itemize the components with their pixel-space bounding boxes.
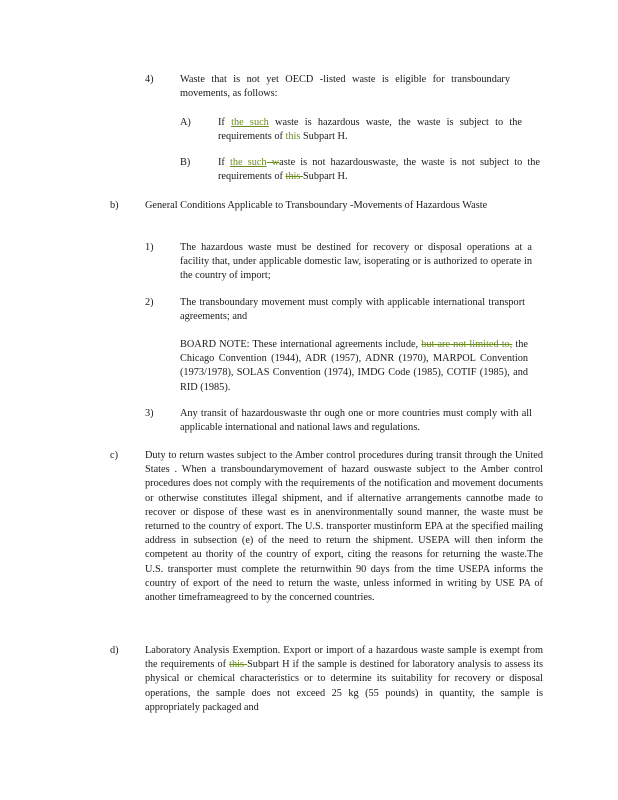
deleted-text: this xyxy=(229,659,248,671)
section-b-item-2-text: The transboundary movement must comply with applicable international transport agreements; and xyxy=(180,297,525,323)
section-d-label: d) xyxy=(110,645,119,656)
deleted-text: w xyxy=(266,157,280,168)
section-b-item-1-text: The hazardous waste must be destined for recovery or disposal operations at a facility that, under applicable domestic law, isoperating or is authorized to operate in the country of import; xyxy=(180,242,532,282)
section-b-label: b) xyxy=(110,200,119,211)
item-4-a-label: A) xyxy=(180,117,191,128)
section-b-item-3-text: Any transit of hazardouswaste thr ough one or more countries must comply with all applicable international and national laws and regulations. xyxy=(180,408,532,434)
section-d-text: Laboratory Analysis Exemption. Export or import of a hazardous waste sample is exempt from the requirements of this Subpart H if the sample is destined for laboratory analysis to assess its physical or chemical characteristics or to determine its suitability for recovery or disposal operations, the sample does not exceed 25 kg (55 pounds) in quantity, the sample is appropriately packaged and xyxy=(145,645,543,713)
item-4-a-text: If the such waste is hazardous waste, the waste is subject to the requirements of this Subpart H. xyxy=(218,117,522,143)
board-note: BOARD NOTE: These international agreements include, but are not limited to, the Chicago Convention (1944), ADR (1957), ADNR (1970), MARPOL Convention (1973/1978), SOLAS Convention (1974), IMDG Code (1985), COTIF (1985), and RID (1985). xyxy=(180,339,529,393)
item-4-b-label: B) xyxy=(180,157,191,168)
inserted-text: the such xyxy=(229,157,267,168)
section-c-text: Duty to return wastes subject to the Amber control procedures during transit through the United States . When a transboundarymovement of hazard ouswaste subject to the Amber control procedures does not comply with the requirements of the notification and movement documents or otherwise constitutes illegal shipment, and if alternative arrangements cannotbe made to recover or dispose of these wast es in anenvironmentally sound manner, the waste must be returned to the country of export. The U.S. transporter mustinform EPA at the specified mailing address in subsection (e) of the need to return the shipment. USEPA will then inform the competent au thority of the country of export, citing the reasons for returning the waste.The U.S. transporter must complete the returnwithin 90 days from the time USEPA informs the country of export of the need to return the waste, unless informed in writing by USE PA of another timeframeagreed to by the concerned countries. xyxy=(145,450,543,604)
section-b-heading: General Conditions Applicable to Transboundary -Movements of Hazardous Waste xyxy=(145,200,488,211)
section-b-item-3-label: 3) xyxy=(145,408,154,419)
deleted-text: this xyxy=(285,171,303,183)
section-c-label: c) xyxy=(110,450,118,461)
inserted-text: the such xyxy=(231,117,269,128)
section-b-item-2-label: 2) xyxy=(145,297,154,308)
deleted-text: but are not limited to, xyxy=(421,339,513,350)
section-b-item-1-label: 1) xyxy=(145,242,154,253)
item-4-text: Waste that is not yet OECD -listed waste is eligible for transboundary movements, as follows: xyxy=(180,74,510,100)
item-4-b-text: If the such waste is not hazardouswaste, the waste is not subject to the requirements of this Subpart H. xyxy=(218,157,540,183)
inserted-text: this xyxy=(285,131,301,143)
item-4-label: 4) xyxy=(145,74,154,85)
